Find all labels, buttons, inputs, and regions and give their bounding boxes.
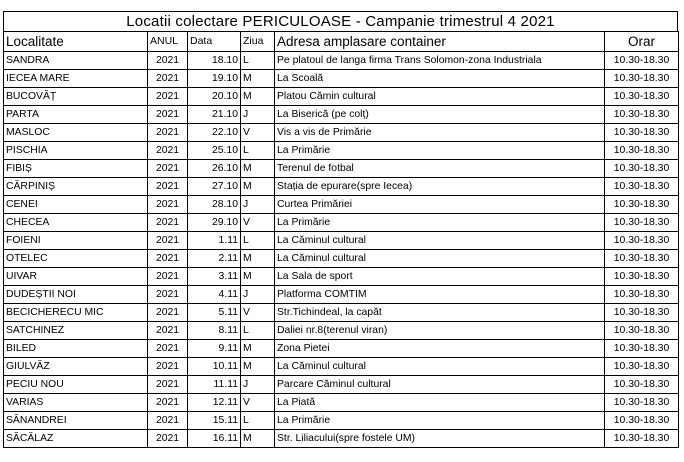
- cell-adresa: La Scoală: [275, 70, 605, 88]
- cell-anul: 2021: [148, 196, 188, 214]
- cell-localitate: BECICHERECU MIC: [4, 304, 148, 322]
- cell-data: 8.11: [188, 322, 241, 340]
- cell-orar: 10.30-18.30: [605, 286, 679, 304]
- cell-adresa: La Biserică (pe colț): [275, 106, 605, 124]
- cell-ziua: V: [241, 304, 275, 322]
- cell-anul: 2021: [148, 106, 188, 124]
- cell-anul: 2021: [148, 268, 188, 286]
- cell-ziua: M: [241, 250, 275, 268]
- table-row: [4, 214, 679, 232]
- cell-adresa: La Primărie: [275, 412, 605, 430]
- table-row: [4, 142, 679, 160]
- cell-adresa: Daliei nr.8(terenul viran): [275, 322, 605, 340]
- cell-data: 19.10: [188, 70, 241, 88]
- cell-localitate: SATCHINEZ: [4, 322, 148, 340]
- cell-anul: 2021: [148, 52, 188, 70]
- cell-anul: 2021: [148, 142, 188, 160]
- cell-ziua: M: [241, 160, 275, 178]
- cell-data: 12.11: [188, 394, 241, 412]
- cell-ziua: M: [241, 70, 275, 88]
- cell-orar: 10.30-18.30: [605, 430, 679, 448]
- cell-anul: 2021: [148, 376, 188, 394]
- cell-data: 18.10: [188, 52, 241, 70]
- cell-ziua: M: [241, 340, 275, 358]
- cell-localitate: OTELEC: [4, 250, 148, 268]
- cell-anul: 2021: [148, 232, 188, 250]
- cell-localitate: CHECEA: [4, 214, 148, 232]
- cell-orar: 10.30-18.30: [605, 142, 679, 160]
- cell-localitate: SANDRA: [4, 52, 148, 70]
- cell-data: 11.11: [188, 376, 241, 394]
- cell-localitate: FIBIȘ: [4, 160, 148, 178]
- cell-data: 27.10: [188, 178, 241, 196]
- cell-adresa: Stația de epurare(spre Iecea): [275, 178, 605, 196]
- cell-adresa: Platforma COMTIM: [275, 286, 605, 304]
- cell-data: 9.11: [188, 340, 241, 358]
- table-row: [4, 70, 679, 88]
- cell-localitate: IECEA MARE: [4, 70, 148, 88]
- cell-adresa: Platou Cămin cultural: [275, 88, 605, 106]
- cell-ziua: L: [241, 52, 275, 70]
- cell-ziua: L: [241, 142, 275, 160]
- cell-anul: 2021: [148, 304, 188, 322]
- cell-anul: 2021: [148, 322, 188, 340]
- cell-data: 3.11: [188, 268, 241, 286]
- cell-anul: 2021: [148, 286, 188, 304]
- header-anul: ANUL: [148, 32, 188, 52]
- cell-localitate: CENEI: [4, 196, 148, 214]
- table-row: [4, 358, 679, 376]
- cell-ziua: V: [241, 214, 275, 232]
- table-row: [4, 304, 679, 322]
- header-adresa: Adresa amplasare container: [275, 32, 605, 52]
- table-row: [4, 322, 679, 340]
- cell-adresa: Curtea Primăriei: [275, 196, 605, 214]
- cell-anul: 2021: [148, 124, 188, 142]
- cell-data: 10.11: [188, 358, 241, 376]
- table-row: [4, 268, 679, 286]
- cell-anul: 2021: [148, 214, 188, 232]
- table-row: [4, 286, 679, 304]
- cell-localitate: CĂRPINIȘ: [4, 178, 148, 196]
- cell-ziua: J: [241, 286, 275, 304]
- cell-orar: 10.30-18.30: [605, 268, 679, 286]
- cell-localitate: DUDEȘTII NOI: [4, 286, 148, 304]
- cell-adresa: La Piată: [275, 394, 605, 412]
- cell-data: 5.11: [188, 304, 241, 322]
- table-row: [4, 88, 679, 106]
- cell-adresa: Terenul de fotbal: [275, 160, 605, 178]
- cell-orar: 10.30-18.30: [605, 340, 679, 358]
- cell-orar: 10.30-18.30: [605, 394, 679, 412]
- cell-anul: 2021: [148, 250, 188, 268]
- cell-orar: 10.30-18.30: [605, 196, 679, 214]
- cell-ziua: M: [241, 430, 275, 448]
- cell-ziua: L: [241, 412, 275, 430]
- table-row: [4, 394, 679, 412]
- table-row: [4, 106, 679, 124]
- table-row: [4, 160, 679, 178]
- cell-orar: 10.30-18.30: [605, 178, 679, 196]
- cell-adresa: Pe platoul de langa firma Trans Solomon-zona Industriala: [275, 52, 605, 70]
- cell-anul: 2021: [148, 412, 188, 430]
- table-row: [4, 376, 679, 394]
- cell-adresa: La Căminul cultural: [275, 358, 605, 376]
- table-row: [4, 196, 679, 214]
- cell-ziua: M: [241, 88, 275, 106]
- table-row: [4, 250, 679, 268]
- cell-orar: 10.30-18.30: [605, 376, 679, 394]
- collection-schedule-table: [3, 31, 679, 448]
- cell-adresa: La Primărie: [275, 214, 605, 232]
- sheet-title: Locatii colectare PERICULOASE - Campanie trimestrul 4 2021: [3, 11, 678, 31]
- cell-localitate: SÂNANDREI: [4, 412, 148, 430]
- table-row: [4, 340, 679, 358]
- cell-ziua: L: [241, 232, 275, 250]
- table-body: [4, 52, 679, 448]
- cell-ziua: M: [241, 358, 275, 376]
- cell-data: 28.10: [188, 196, 241, 214]
- cell-localitate: PARTA: [4, 106, 148, 124]
- cell-data: 25.10: [188, 142, 241, 160]
- cell-data: 15.11: [188, 412, 241, 430]
- cell-orar: 10.30-18.30: [605, 124, 679, 142]
- table-row: [4, 124, 679, 142]
- cell-ziua: M: [241, 178, 275, 196]
- cell-data: 26.10: [188, 160, 241, 178]
- cell-ziua: J: [241, 106, 275, 124]
- cell-data: 20.10: [188, 88, 241, 106]
- cell-orar: 10.30-18.30: [605, 52, 679, 70]
- cell-anul: 2021: [148, 70, 188, 88]
- spreadsheet: [3, 11, 678, 448]
- cell-orar: 10.30-18.30: [605, 88, 679, 106]
- cell-adresa: La Sala de sport: [275, 268, 605, 286]
- cell-data: 2.11: [188, 250, 241, 268]
- cell-orar: 10.30-18.30: [605, 160, 679, 178]
- cell-anul: 2021: [148, 358, 188, 376]
- cell-orar: 10.30-18.30: [605, 304, 679, 322]
- cell-adresa: La Căminul cultural: [275, 232, 605, 250]
- cell-orar: 10.30-18.30: [605, 250, 679, 268]
- cell-localitate: PECIU NOU: [4, 376, 148, 394]
- cell-adresa: Vis a vis de Primărie: [275, 124, 605, 142]
- header-row: [4, 32, 679, 52]
- cell-data: 1.11: [188, 232, 241, 250]
- cell-orar: 10.30-18.30: [605, 232, 679, 250]
- cell-localitate: GIULVĂZ: [4, 358, 148, 376]
- table-row: [4, 178, 679, 196]
- table-row: [4, 232, 679, 250]
- header-data: Data: [188, 32, 241, 52]
- cell-orar: 10.30-18.30: [605, 358, 679, 376]
- cell-data: 22.10: [188, 124, 241, 142]
- cell-anul: 2021: [148, 430, 188, 448]
- cell-data: 29.10: [188, 214, 241, 232]
- table-row: [4, 430, 679, 448]
- cell-localitate: SĂCĂLAZ: [4, 430, 148, 448]
- cell-adresa: La Căminul cultural: [275, 250, 605, 268]
- cell-localitate: MASLOC: [4, 124, 148, 142]
- cell-ziua: J: [241, 376, 275, 394]
- cell-data: 21.10: [188, 106, 241, 124]
- header-orar: Orar: [605, 32, 679, 52]
- header-ziua: Ziua: [241, 32, 275, 52]
- cell-adresa: Str. Liliacului(spre fostele UM): [275, 430, 605, 448]
- cell-localitate: BILED: [4, 340, 148, 358]
- cell-anul: 2021: [148, 88, 188, 106]
- table-row: [4, 52, 679, 70]
- cell-data: 16.11: [188, 430, 241, 448]
- cell-orar: 10.30-18.30: [605, 214, 679, 232]
- header-localitate: Localitate: [4, 32, 148, 52]
- cell-localitate: PISCHIA: [4, 142, 148, 160]
- cell-orar: 10.30-18.30: [605, 106, 679, 124]
- cell-localitate: FOIENI: [4, 232, 148, 250]
- cell-orar: 10.30-18.30: [605, 70, 679, 88]
- cell-data: 4.11: [188, 286, 241, 304]
- cell-adresa: La Primărie: [275, 142, 605, 160]
- cell-ziua: M: [241, 268, 275, 286]
- cell-ziua: L: [241, 322, 275, 340]
- cell-localitate: BUCOVĂȚ: [4, 88, 148, 106]
- cell-orar: 10.30-18.30: [605, 412, 679, 430]
- cell-anul: 2021: [148, 160, 188, 178]
- cell-orar: 10.30-18.30: [605, 322, 679, 340]
- cell-ziua: V: [241, 394, 275, 412]
- cell-ziua: J: [241, 196, 275, 214]
- cell-adresa: Str.Tichindeal, la capăt: [275, 304, 605, 322]
- cell-localitate: VARIAS: [4, 394, 148, 412]
- cell-adresa: Zona Pietei: [275, 340, 605, 358]
- cell-anul: 2021: [148, 394, 188, 412]
- cell-ziua: V: [241, 124, 275, 142]
- cell-localitate: UIVAR: [4, 268, 148, 286]
- cell-anul: 2021: [148, 178, 188, 196]
- cell-anul: 2021: [148, 340, 188, 358]
- cell-adresa: Parcare Căminul cultural: [275, 376, 605, 394]
- table-row: [4, 412, 679, 430]
